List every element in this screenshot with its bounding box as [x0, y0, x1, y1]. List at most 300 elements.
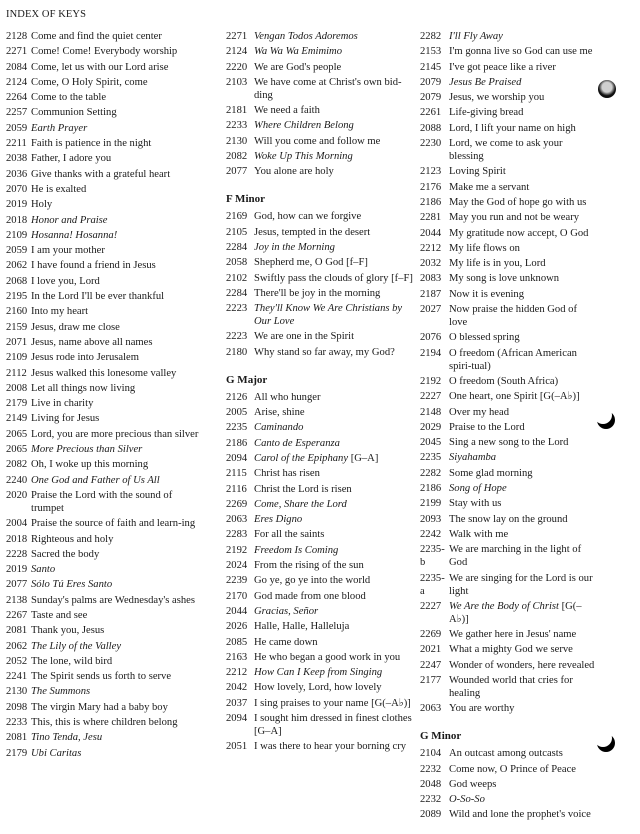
hymn-number: 2247	[420, 659, 442, 671]
index-entry	[420, 30, 595, 43]
hymn-title	[254, 406, 416, 419]
index-entry	[420, 513, 595, 526]
hymn-title-text: We need a faith	[254, 105, 320, 117]
hymn-title-text: Honor and Praise	[31, 214, 108, 226]
index-column-2	[226, 30, 416, 756]
hymn-title	[254, 452, 416, 465]
hymn-title-text: The lone, wild bird	[31, 655, 113, 667]
index-entry	[226, 559, 416, 572]
index-entry	[6, 428, 206, 441]
hymn-title	[449, 137, 595, 163]
hymn-number: 2170	[226, 590, 248, 602]
hymn-number: 2032	[420, 258, 442, 270]
hymn-title	[254, 210, 416, 223]
hymn-title	[31, 489, 206, 515]
index-entry	[226, 406, 416, 419]
key-range-suffix: [G(–A♭)]	[449, 600, 582, 625]
hymn-title-text: I sing praises to your name [G(–A♭)]	[254, 697, 411, 709]
hymn-title-text: My song is love unknown	[449, 273, 560, 285]
hymn-number: 2148	[420, 406, 442, 418]
index-entry	[226, 104, 416, 117]
hymn-title	[31, 137, 206, 150]
hymn-title-text: Earth Prayer	[31, 122, 88, 134]
index-entry	[6, 183, 206, 196]
index-entry	[226, 330, 416, 343]
hymn-number: 2058	[226, 257, 248, 269]
index-entry	[6, 244, 206, 257]
hymn-number: 2083	[420, 273, 442, 285]
hymn-number: 2062	[6, 640, 28, 652]
hymn-number: 2169	[226, 211, 248, 223]
hymn-title	[254, 391, 416, 404]
hymn-title-text: Living for Jesus	[31, 413, 100, 425]
hymn-number: 2052	[6, 655, 28, 667]
hymn-number: 2284	[226, 287, 248, 299]
hymn-title	[449, 106, 595, 119]
hymn-number: 2181	[226, 105, 248, 117]
hymn-title-text: Come now, O Prince of Peace	[449, 763, 576, 775]
hymn-number: 2068	[6, 275, 28, 287]
index-entry	[6, 655, 206, 668]
hymn-number: 2079	[420, 76, 442, 88]
hymn-title-text: All who hunger	[254, 391, 321, 403]
hymn-title	[449, 45, 595, 58]
hymn-title	[254, 605, 416, 618]
hymn-number: 2104	[420, 748, 442, 760]
hymn-title	[449, 331, 595, 344]
index-entry	[6, 45, 206, 58]
index-entry	[226, 272, 416, 285]
hymn-title	[31, 336, 206, 349]
hymn-title-text: God, how can we forgive	[254, 211, 362, 223]
hymn-title-text: Holy	[31, 199, 53, 211]
index-entry	[6, 731, 206, 744]
index-entry	[6, 670, 206, 683]
index-entry	[6, 214, 206, 227]
index-entry	[6, 336, 206, 349]
hymn-title-text: Vengan Todos Adoremos	[254, 31, 358, 42]
hymn-title	[449, 778, 595, 791]
index-entry	[226, 150, 416, 163]
hymn-title-text: He came down	[254, 636, 318, 648]
hymn-title	[449, 528, 595, 541]
index-entry	[6, 137, 206, 150]
hymn-title	[31, 382, 206, 395]
hymn-title	[254, 681, 416, 694]
hymn-title	[449, 747, 595, 760]
hymn-title	[449, 451, 595, 464]
hymn-title-text: May the God of hope go with us	[449, 196, 587, 208]
index-entry	[6, 594, 206, 607]
hymn-number: 2269	[226, 498, 248, 510]
hymn-number: 2005	[226, 407, 248, 419]
hymn-number: 2241	[6, 671, 28, 683]
index-entry	[420, 196, 595, 209]
hymn-title-text: Wounded world that cries for healing	[449, 674, 573, 699]
hymn-title-text: Christ the Lord is risen	[254, 483, 352, 495]
hymn-number: 2233	[226, 120, 248, 132]
hymn-title	[31, 397, 206, 410]
hymn-title-text: Wild and lone the prophet's voice	[449, 809, 591, 821]
index-entry	[420, 331, 595, 344]
hymn-title-text: Tino Tenda, Jesu	[31, 732, 103, 744]
hymn-title-text: You are worthy	[449, 703, 515, 715]
binding-hole-mark	[597, 411, 615, 429]
index-entry	[420, 421, 595, 434]
index-entry	[6, 351, 206, 364]
hymn-title-text: Father, I adore you	[31, 153, 112, 165]
hymn-title-text: Freedom Is Coming	[254, 544, 339, 556]
hymn-title-text: Praise to the Lord	[449, 421, 525, 433]
hymn-number: 2112	[6, 367, 27, 379]
hymn-title-text: Ubi Caritas	[31, 747, 82, 759]
hymn-title	[254, 544, 416, 557]
hymn-title-text: Arise, shine	[254, 407, 305, 419]
hymn-title	[254, 135, 416, 148]
hymn-number: 2115	[226, 468, 247, 480]
index-entry	[226, 76, 416, 102]
hymn-title-text: An outcast among outcasts	[449, 748, 563, 760]
index-column-1	[6, 30, 206, 762]
hymn-title-text: May you run and not be weary	[449, 212, 580, 224]
index-entry	[226, 165, 416, 178]
hymn-title-text: Will you come and follow me	[254, 135, 381, 147]
hymn-number: 2269	[420, 629, 442, 641]
hymn-title	[31, 275, 206, 288]
index-entry	[226, 574, 416, 587]
hymn-title-text: I sought him dressed in finest clothes [G–A]	[254, 712, 412, 737]
hymn-title	[449, 543, 595, 569]
hymn-title-text: The Lily of the Valley	[31, 640, 122, 652]
hymn-title-text: Stay with us	[449, 498, 502, 510]
hymn-title	[449, 702, 595, 715]
hymn-title-text: You alone are holy	[254, 166, 334, 178]
hymn-number: 2177	[420, 674, 442, 686]
index-entry	[6, 685, 206, 698]
index-entry	[420, 45, 595, 58]
key-section-heading: F Minor	[226, 193, 265, 206]
hymn-number: 2065	[6, 428, 28, 440]
hymn-title-text: Live in charity	[31, 398, 94, 410]
index-entry	[420, 303, 595, 329]
index-entry	[6, 412, 206, 425]
hymn-number: 2082	[226, 151, 248, 163]
hymn-title	[449, 196, 595, 209]
hymn-title	[449, 659, 595, 672]
index-entry	[420, 181, 595, 194]
hymn-number: 2227	[420, 391, 442, 403]
index-entry	[6, 259, 206, 272]
index-entry	[420, 659, 595, 672]
hymn-title-text: O-So-So	[449, 794, 485, 806]
index-entry	[6, 701, 206, 714]
hymn-title	[254, 241, 416, 254]
hymn-title	[31, 578, 206, 591]
hymn-title-text: This, this is where children belong	[31, 717, 178, 729]
hymn-number: 2004	[6, 518, 28, 530]
hymn-title-text: Righteous and holy	[31, 533, 114, 545]
hymn-title	[449, 808, 595, 821]
hymn-title-text: Halle, Halle, Halleluja	[254, 621, 350, 633]
hymn-number: 2130	[226, 135, 248, 147]
hymn-title	[449, 227, 595, 240]
hymn-number: 2071	[6, 336, 28, 348]
hymn-number: 2271	[6, 46, 28, 58]
index-entry	[226, 452, 416, 465]
hymn-title-text: O freedom (African American spiri-tual)	[449, 347, 577, 372]
hymn-title-text: God made from one blood	[254, 590, 366, 602]
hymn-title	[31, 594, 206, 607]
hymn-title	[31, 655, 206, 668]
hymn-title	[254, 272, 416, 285]
hymn-title	[449, 76, 595, 89]
hymn-title	[254, 421, 416, 434]
index-entry	[420, 375, 595, 388]
index-entry	[420, 436, 595, 449]
hymn-number: 2212	[226, 667, 248, 679]
index-entry	[226, 287, 416, 300]
hymn-title-text: Give thanks with a grateful heart	[31, 168, 171, 180]
hymn-number: 2077	[226, 166, 248, 178]
index-entry	[6, 382, 206, 395]
hymn-title	[31, 106, 206, 119]
hymn-title	[449, 122, 595, 135]
hymn-title	[449, 347, 595, 373]
index-entry	[420, 482, 595, 495]
hymn-number: 2284	[226, 241, 248, 253]
hymn-number: 2018	[6, 214, 28, 226]
hymn-number: 2239	[226, 575, 248, 587]
hymn-title-text: He is exalted	[31, 183, 87, 195]
index-entry	[226, 620, 416, 633]
hymn-title	[31, 624, 206, 637]
hymn-title-text: Wa Wa Wa Emimimo	[254, 46, 342, 58]
hymn-title-text: Sacred the body	[31, 548, 100, 560]
hymn-title	[254, 636, 416, 649]
hymn-title	[31, 443, 206, 456]
index-entry	[226, 712, 416, 738]
hymn-number: 2081	[6, 732, 28, 744]
hymn-title	[254, 697, 416, 710]
hymn-number: 2186	[420, 196, 442, 208]
hymn-number: 2179	[6, 398, 28, 410]
hymn-number: 2024	[226, 560, 248, 572]
hymn-title	[254, 150, 416, 163]
hymn-number: 2102	[226, 272, 248, 284]
hymn-title	[31, 474, 206, 487]
hymn-title-text: Jesus, name above all names	[31, 336, 153, 348]
hymn-title	[31, 716, 206, 729]
hymn-number: 2242	[420, 528, 442, 540]
hymn-title-text: Swiftly pass the clouds of glory [f–F]	[254, 272, 413, 284]
hymn-number: 2019	[6, 564, 28, 576]
hymn-number: 2048	[420, 778, 442, 790]
hymn-number: 2160	[6, 306, 28, 318]
hymn-title-text: Why stand so far away, my God?	[254, 346, 395, 358]
hymn-title-text: One God and Father of Us All	[31, 474, 160, 486]
index-entry	[226, 544, 416, 557]
hymn-title-text: Let all things now living	[31, 382, 136, 394]
hymn-title-text: How lovely, Lord, how lovely	[254, 682, 382, 694]
hymn-title	[254, 45, 416, 58]
hymn-title-text: Sunday's palms are Wednesday's ashes	[31, 594, 195, 606]
index-entry	[420, 76, 595, 89]
hymn-number: 2267	[6, 609, 28, 621]
hymn-title	[31, 198, 206, 211]
index-entry	[6, 747, 206, 760]
hymn-number: 2230	[420, 138, 442, 150]
hymn-number: 2179	[6, 747, 28, 759]
hymn-title-text: The virgin Mary had a baby boy	[31, 701, 168, 713]
hymn-title-text: Siyahamba	[449, 452, 497, 464]
hymn-title	[449, 390, 595, 403]
index-entry	[420, 763, 595, 776]
hymn-title-text: The snow lay on the ground	[449, 513, 568, 525]
hymn-number: 2098	[6, 701, 28, 713]
index-entry	[226, 437, 416, 450]
hymn-title-text: O blessed spring	[449, 332, 520, 344]
hymn-title	[449, 497, 595, 510]
hymn-title	[254, 302, 416, 328]
index-entry	[6, 533, 206, 546]
hymn-title-text: Jesus walked this lonesome valley	[31, 367, 177, 379]
hymn-title-text: Make me a servant	[449, 181, 530, 193]
hymn-title-text: In the Lord I'll be ever thankful	[31, 291, 165, 303]
index-entry	[420, 390, 595, 403]
hymn-title	[254, 467, 416, 480]
hymn-title-text: Life-giving bread	[449, 107, 524, 119]
hymn-title	[449, 643, 595, 656]
hymn-title-text: There'll be joy in the morning	[254, 287, 381, 299]
hymn-title	[449, 61, 595, 74]
index-entry	[420, 674, 595, 700]
index-entry	[226, 590, 416, 603]
hymn-number: 2084	[6, 61, 28, 73]
index-entry	[226, 483, 416, 496]
index-entry	[420, 778, 595, 791]
hymn-number: 2212	[420, 242, 442, 254]
hymn-title	[31, 305, 206, 318]
hymn-number: 2045	[420, 437, 442, 449]
hymn-number: 2264	[6, 92, 28, 104]
hymn-number: 2138	[6, 594, 28, 606]
hymn-title	[31, 670, 206, 683]
hymn-title	[254, 559, 416, 572]
index-entry	[6, 367, 206, 380]
hymn-number: 2192	[420, 375, 442, 387]
index-entry	[226, 605, 416, 618]
hymn-number: 2159	[6, 321, 28, 333]
hymn-title	[254, 651, 416, 664]
hymn-number: 2105	[226, 226, 248, 238]
hymn-number: 2070	[6, 183, 28, 195]
hymn-title-text: Gracias, Señor	[254, 605, 319, 617]
hymn-title	[254, 666, 416, 679]
hymn-title-text: We gather here in Jesus' name	[449, 629, 577, 641]
hymn-title-text: Faith is patience in the night	[31, 138, 152, 150]
index-entry	[6, 229, 206, 242]
index-entry	[6, 458, 206, 471]
index-entry	[420, 406, 595, 419]
index-entry	[6, 275, 206, 288]
hymn-title	[31, 367, 206, 380]
hymn-number: 2044	[226, 605, 248, 617]
hymn-number: 2130	[6, 686, 28, 698]
hymn-title-text: Go ye, go ye into the world	[254, 575, 371, 587]
hymn-number: 2235	[420, 452, 442, 464]
hymn-title	[31, 458, 206, 471]
hymn-number: 2081	[6, 625, 28, 637]
hymn-number: 2116	[226, 483, 247, 495]
hymn-number: 2271	[226, 31, 248, 42]
hymn-title-text: We Are the Body of Christ	[449, 600, 559, 612]
hymn-title	[449, 257, 595, 270]
hymn-title-text: Praise the Lord with the sound of trumpet	[31, 489, 173, 514]
hymn-number: 2235-a	[420, 572, 445, 597]
hymn-title	[31, 640, 206, 653]
hymn-title-text: Woke Up This Morning	[254, 151, 353, 163]
hymn-title-text: Shepherd me, O God [f–F]	[254, 257, 368, 269]
index-entry	[6, 443, 206, 456]
page-header: INDEX OF KEYS	[6, 9, 87, 20]
hymn-title	[31, 244, 206, 257]
index-entry	[6, 122, 206, 135]
hymn-title	[254, 574, 416, 587]
hymn-title-text: Caminando	[254, 422, 304, 434]
hymn-title-text: Some glad morning	[449, 467, 533, 479]
index-entry	[6, 578, 206, 591]
hymn-title-text: Wonder of wonders, here revealed	[449, 659, 595, 671]
hymn-title-text: Praise the source of faith and learn-ing	[31, 518, 196, 530]
hymn-title-text: More Precious than Silver	[31, 444, 143, 456]
hymn-title	[449, 763, 595, 776]
hymn-title	[254, 104, 416, 117]
hymn-title-text: My life is in you, Lord	[449, 258, 546, 270]
hymn-number: 2223	[226, 331, 248, 343]
hymn-title	[31, 259, 206, 272]
index-entry	[420, 747, 595, 760]
index-entry	[420, 122, 595, 135]
hymn-title	[31, 701, 206, 714]
index-entry	[6, 305, 206, 318]
hymn-number: 2029	[420, 421, 442, 433]
index-entry	[226, 697, 416, 710]
hymn-title	[31, 229, 206, 242]
hymn-title	[449, 421, 595, 434]
hymn-title	[31, 685, 206, 698]
hymn-title-text: Sólo Tú Eres Santo	[31, 579, 113, 591]
index-entry	[226, 119, 416, 132]
hymn-title-text: Now praise the hidden God of love	[449, 304, 577, 329]
hymn-title-text: Hosanna! Hosanna!	[31, 229, 118, 241]
hymn-title	[254, 346, 416, 359]
hymn-title	[449, 467, 595, 480]
hymn-number: 2176	[420, 181, 442, 193]
hymn-number: 2051	[226, 741, 248, 753]
hymn-number: 2008	[6, 382, 28, 394]
hymn-number: 2036	[6, 168, 28, 180]
hymn-title	[449, 482, 595, 495]
hymn-number: 2187	[420, 288, 442, 300]
index-entry	[420, 137, 595, 163]
index-entry	[420, 61, 595, 74]
key-section-heading: G Minor	[420, 730, 462, 743]
index-entry	[226, 135, 416, 148]
hymn-title-text: I have found a friend in Jesus	[31, 260, 156, 272]
hymn-title-text: They'll Know We Are Christians by Our Love	[254, 303, 403, 328]
hymn-number: 2065	[6, 444, 28, 456]
hymn-number: 2094	[226, 712, 248, 724]
